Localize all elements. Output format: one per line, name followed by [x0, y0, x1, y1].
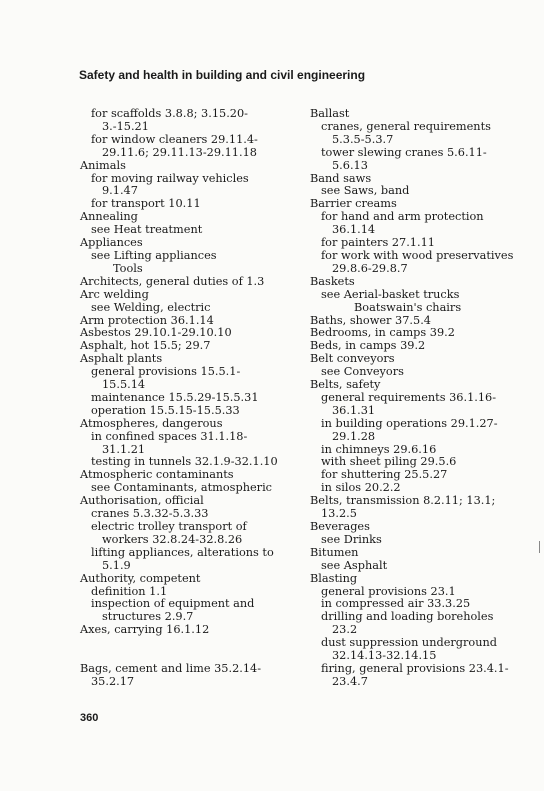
page-title: Safety and health in building and civil engineering — [79, 68, 366, 82]
index-entry: 36.1.14 — [332, 223, 376, 237]
index-entry: 15.5.14 — [102, 378, 146, 392]
index-entry: for hand and arm protection — [321, 210, 484, 224]
index-entry: Blasting — [310, 571, 358, 585]
index-entry: Asphalt plants — [80, 352, 163, 366]
index-entry: in silos 20.2.2 — [321, 481, 401, 495]
index-entry: Beverages — [310, 520, 370, 533]
index-entry: Arc welding — [80, 287, 149, 301]
index-entry: Baskets — [310, 274, 355, 288]
index-entry: for window cleaners 29.11.4- — [91, 132, 258, 146]
index-entry: Belt conveyors — [310, 352, 395, 366]
index-entry: definition 1.1 — [91, 584, 168, 598]
index-entry: Beds, in camps 39.2 — [310, 339, 426, 353]
index-entry: in chimneys 29.6.16 — [321, 442, 437, 456]
index-entry: see Conveyors — [321, 365, 404, 379]
index-entry: drilling and loading boreholes — [321, 610, 494, 624]
index-entry: see Drinks — [321, 532, 382, 546]
index-entry: for moving railway vehicles — [91, 171, 249, 185]
page-number: 360 — [80, 712, 99, 724]
index-entry: Atmospheres, dangerous — [80, 416, 223, 430]
index-entry: see Lifting appliances — [91, 248, 217, 262]
index-entry: see Welding, electric — [91, 300, 211, 314]
index-entry: for painters 27.1.11 — [321, 236, 435, 250]
index-entry: 9.1.47 — [102, 184, 138, 198]
index-entry: operation 15.5.15-15.5.33 — [91, 403, 240, 417]
index-entry: firing, general provisions 23.4.1- — [321, 661, 509, 675]
index-entry: in compressed air 33.3.25 — [321, 597, 471, 611]
index-entry: Atmospheric contaminants — [80, 468, 234, 482]
index-entry: see Saws, band — [321, 184, 410, 198]
index-entry: 23.2 — [332, 623, 358, 637]
index-entry: Baths, shower 37.5.4 — [310, 313, 431, 327]
index-entry: see Contaminants, atmospheric — [91, 481, 273, 495]
index-entry: Animals — [80, 158, 126, 172]
index-entry: Belts, transmission 8.2.11; 13.1; — [310, 494, 496, 508]
index-entry: 5.3.5-5.3.7 — [332, 132, 394, 146]
index-column-left — [80, 108, 280, 689]
index-entry: Axes, carrying 16.1.12 — [80, 623, 210, 637]
index-entry: 29.11.6; 29.11.13-29.11.18 — [102, 145, 257, 159]
index-entry: Tools — [113, 261, 143, 275]
index-entry: electric trolley transport of — [91, 520, 247, 533]
index-entry: 36.1.31 — [332, 403, 376, 417]
index-entry: 31.1.21 — [102, 442, 146, 456]
index-entry: Authority, competent — [80, 571, 201, 585]
index-entry: 32.14.13-32.14.15 — [332, 649, 437, 663]
index-entry: Bedrooms, in camps 39.2 — [310, 326, 455, 340]
index-entry: Annealing — [80, 210, 138, 224]
index-entry: in building operations 29.1.27- — [321, 416, 498, 430]
index-entry: for work with wood preservatives — [321, 248, 514, 262]
index-entry: tower slewing cranes 5.6.11- — [321, 145, 487, 159]
index-gap — [80, 637, 280, 663]
index-entry: general provisions 23.1 — [321, 584, 456, 598]
index-entry: cranes 5.3.32-5.3.33 — [91, 507, 209, 521]
index-entry: Barrier creams — [310, 197, 397, 211]
index-entry: Bags, cement and lime 35.2.14- — [80, 662, 262, 676]
index-entry: inspection of equipment and — [91, 597, 255, 611]
index-entry: testing in tunnels 32.1.9-32.1.10 — [91, 455, 278, 469]
index-entry: 3.-15.21 — [102, 119, 149, 133]
index-entry: structures 2.9.7 — [102, 610, 194, 624]
index-entry: maintenance 15.5.29-15.5.31 — [91, 390, 259, 404]
index-entry: 29.1.28 — [332, 429, 376, 443]
index-entry: Ballast — [310, 107, 350, 120]
index-entry: see Heat treatment — [91, 223, 203, 237]
index-entry: Authorisation, official — [80, 494, 204, 508]
margin-mark — [539, 541, 540, 553]
index-entry: 23.4.7 — [332, 674, 368, 688]
index-entry: for shuttering 25.5.27 — [321, 468, 448, 482]
index-entry: Appliances — [80, 236, 143, 250]
index-entry: lifting appliances, alterations to — [91, 545, 274, 559]
index-entry: Asbestos 29.10.1-29.10.10 — [80, 326, 232, 340]
index-entry: 5.1.9 — [102, 558, 131, 572]
index-entry: in confined spaces 31.1.18- — [91, 429, 248, 443]
index-entry: Bitumen — [310, 545, 359, 559]
index-entry: dust suppression underground — [321, 636, 498, 650]
index-entry: see Asphalt — [321, 558, 388, 572]
index-column-right — [310, 107, 514, 689]
index-entry: with sheet piling 29.5.6 — [321, 455, 457, 469]
index-entry: 35.2.17 — [91, 675, 135, 689]
index-entry: Architects, general duties of 1.3 — [80, 274, 265, 288]
index-entry: 5.6.13 — [332, 158, 368, 172]
index-entry: 13.2.5 — [321, 507, 357, 521]
index-entry: Asphalt, hot 15.5; 29.7 — [80, 339, 211, 353]
index-entry: Boatswain's chairs — [354, 300, 462, 314]
index-entry: for scaffolds 3.8.8; 3.15.20- — [91, 107, 248, 120]
index-entry: Arm protection 36.1.14 — [80, 313, 214, 327]
index-entry: for transport 10.11 — [91, 197, 201, 211]
index-entry: general provisions 15.5.1- — [91, 365, 241, 379]
index-entry: see Aerial-basket trucks — [321, 287, 460, 301]
index-entry: 29.8.6-29.8.7 — [332, 261, 408, 275]
index-entry: Band saws — [310, 171, 372, 185]
index-entry: cranes, general requirements — [321, 119, 491, 133]
index-entry: workers 32.8.24-32.8.26 — [102, 532, 243, 546]
index-entry: Belts, safety — [310, 378, 381, 392]
index-entry: general requirements 36.1.16- — [321, 390, 497, 404]
